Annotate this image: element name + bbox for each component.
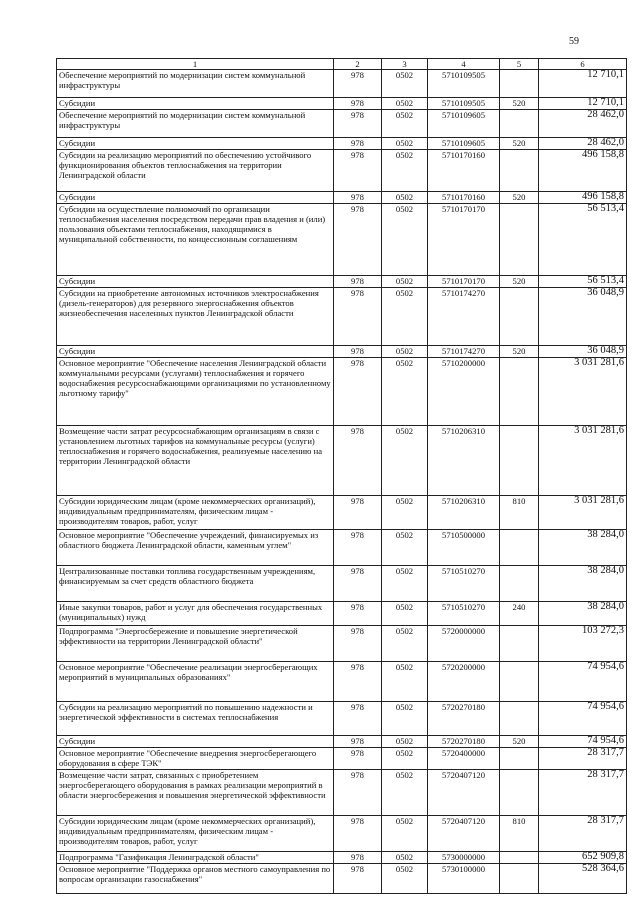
row-code-cell: 978 [334,110,382,138]
row-expense-type-cell: 240 [500,602,539,626]
row-target-article-cell: 5720200000 [428,662,500,702]
row-code-cell: 978 [334,702,382,736]
row-amount-cell: 28 317,7 [539,748,627,770]
row-expense-type-cell [500,566,539,602]
row-code-cell: 978 [334,566,382,602]
header-cell: 4 [428,59,500,70]
row-section-cell: 0502 [382,702,428,736]
row-target-article-cell: 5720270180 [428,702,500,736]
table-row [57,288,627,346]
row-name-cell: Субсидии [57,98,334,110]
row-target-article-cell: 5710170170 [428,204,500,276]
row-target-article-cell: 5720400000 [428,748,500,770]
row-amount-cell: 38 284,0 [539,602,627,626]
row-expense-type-cell [500,662,539,702]
table-row [57,110,627,138]
row-section-cell: 0502 [382,566,428,602]
row-section-cell: 0502 [382,150,428,192]
row-target-article-cell: 5710109505 [428,98,500,110]
row-section-cell: 0502 [382,358,428,426]
row-name-cell: Субсидии [57,192,334,204]
row-target-article-cell: 5710206310 [428,496,500,530]
row-section-cell: 0502 [382,530,428,566]
header-cell: 2 [334,59,382,70]
row-section-cell: 0502 [382,138,428,150]
row-name-cell: Возмещение части затрат ресурсоснабжающим организациям в связи с установлением льготных тарифов на коммунальные ресурсы (услуги) теплоснабжения и горячего водоснабжения, реализуемые населению на территории Ленинградской области [57,426,334,496]
row-code-cell: 978 [334,192,382,204]
row-expense-type-cell [500,702,539,736]
row-target-article-cell: 5710170160 [428,192,500,204]
row-expense-type-cell: 520 [500,98,539,110]
row-section-cell: 0502 [382,864,428,894]
row-amount-cell: 74 954,6 [539,702,627,736]
row-code-cell: 978 [334,276,382,288]
table-row [57,530,627,566]
header-cell: 6 [539,59,627,70]
row-name-cell: Централизованные поставки топлива государственным учреждениям, финансируемым за счет средств областного бюджета [57,566,334,602]
row-section-cell: 0502 [382,98,428,110]
row-expense-type-cell [500,530,539,566]
row-code-cell: 978 [334,770,382,816]
row-code-cell: 978 [334,662,382,702]
row-expense-type-cell [500,358,539,426]
row-section-cell: 0502 [382,736,428,748]
row-code-cell: 978 [334,816,382,852]
row-code-cell: 978 [334,346,382,358]
row-name-cell: Субсидии [57,736,334,748]
table-row [57,736,627,748]
row-amount-cell: 652 909,8 [539,852,627,864]
row-code-cell: 978 [334,204,382,276]
row-expense-type-cell: 520 [500,276,539,288]
row-name-cell: Субсидии на реализацию мероприятий по обеспечению устойчивого функционирования объектов теплоснабжения на территории Ленинградской области [57,150,334,192]
row-name-cell: Обеспечение мероприятий по модернизации систем коммунальной инфраструктуры [57,110,334,138]
row-section-cell: 0502 [382,662,428,702]
row-amount-cell: 28 462,0 [539,138,627,150]
table-row [57,748,627,770]
row-amount-cell: 74 954,6 [539,662,627,702]
row-section-cell: 0502 [382,204,428,276]
row-code-cell: 978 [334,288,382,346]
row-amount-cell: 38 284,0 [539,530,627,566]
row-name-cell: Субсидии [57,138,334,150]
row-expense-type-cell: 520 [500,138,539,150]
row-expense-type-cell [500,426,539,496]
row-name-cell: Подпрограмма "Энергосбережение и повышение энергетической эффективности на территории Ленинградской области" [57,626,334,662]
row-code-cell: 978 [334,626,382,662]
row-expense-type-cell [500,864,539,894]
header-cell: 3 [382,59,428,70]
table-body [57,70,627,894]
header-row [57,59,627,70]
row-expense-type-cell [500,852,539,864]
row-target-article-cell: 5720270180 [428,736,500,748]
row-expense-type-cell [500,288,539,346]
row-name-cell: Субсидии юридическим лицам (кроме некоммерческих организаций), индивидуальным предпринимателям, физическим лицам - производителям товаров, работ, услуг [57,496,334,530]
row-code-cell: 978 [334,496,382,530]
row-target-article-cell: 5730100000 [428,864,500,894]
row-amount-cell: 103 272,3 [539,626,627,662]
row-name-cell: Субсидии [57,276,334,288]
row-section-cell: 0502 [382,852,428,864]
row-amount-cell: 36 048,9 [539,346,627,358]
row-amount-cell: 12 710,1 [539,98,627,110]
row-code-cell: 978 [334,150,382,192]
row-name-cell: Основное мероприятие "Поддержка органов местного самоуправления по вопросам организации газоснабжения" [57,864,334,894]
row-amount-cell: 74 954,6 [539,736,627,748]
table-row [57,192,627,204]
table-row [57,702,627,736]
row-amount-cell: 528 364,6 [539,864,627,894]
row-target-article-cell: 5710510270 [428,602,500,626]
row-target-article-cell: 5710500000 [428,530,500,566]
row-expense-type-cell [500,204,539,276]
row-name-cell: Субсидии [57,346,334,358]
row-code-cell: 978 [334,358,382,426]
row-amount-cell: 3 031 281,6 [539,358,627,426]
row-amount-cell: 56 513,4 [539,276,627,288]
table-row [57,496,627,530]
row-code-cell: 978 [334,748,382,770]
row-expense-type-cell [500,70,539,98]
row-amount-cell: 28 317,7 [539,770,627,816]
table-row [57,816,627,852]
row-amount-cell: 36 048,9 [539,288,627,346]
table-row [57,770,627,816]
row-section-cell: 0502 [382,70,428,98]
row-name-cell: Основное мероприятие "Обеспечение внедрения энергосберегающего оборудования в сфере ТЭК" [57,748,334,770]
table-row [57,566,627,602]
row-code-cell: 978 [334,426,382,496]
row-section-cell: 0502 [382,110,428,138]
row-target-article-cell: 5710174270 [428,288,500,346]
row-amount-cell: 38 284,0 [539,566,627,602]
row-name-cell: Подпрограмма "Газификация Ленинградской области" [57,852,334,864]
table-row [57,276,627,288]
table-row [57,626,627,662]
row-code-cell: 978 [334,864,382,894]
row-code-cell: 978 [334,852,382,864]
table-row [57,138,627,150]
row-section-cell: 0502 [382,496,428,530]
row-expense-type-cell: 520 [500,346,539,358]
row-expense-type-cell: 520 [500,192,539,204]
row-amount-cell: 496 158,8 [539,150,627,192]
row-target-article-cell: 5720000000 [428,626,500,662]
row-expense-type-cell [500,770,539,816]
row-target-article-cell: 5710109605 [428,110,500,138]
row-name-cell: Основное мероприятие "Обеспечение реализации энергосберегающих мероприятий в муниципальных образованиях" [57,662,334,702]
row-section-cell: 0502 [382,770,428,816]
row-target-article-cell: 5720407120 [428,770,500,816]
row-name-cell: Субсидии на приобретение автономных источников электроснабжения (дизель-генераторов) для резервного энергоснабжения объектов жизнеобеспечения населенных пунктов Ленинградской области [57,288,334,346]
row-code-cell: 978 [334,70,382,98]
row-target-article-cell: 5710170170 [428,276,500,288]
row-target-article-cell: 5730000000 [428,852,500,864]
row-amount-cell: 28 462,0 [539,110,627,138]
row-code-cell: 978 [334,736,382,748]
row-amount-cell: 496 158,8 [539,192,627,204]
row-target-article-cell: 5710200000 [428,358,500,426]
row-name-cell: Обеспечение мероприятий по модернизации систем коммунальной инфраструктуры [57,70,334,98]
table-row [57,346,627,358]
table-row [57,98,627,110]
table-row [57,602,627,626]
row-name-cell: Основное мероприятие "Обеспечение учреждений, финансируемых из областного бюджета Ленинградской области, каменным углем" [57,530,334,566]
row-expense-type-cell: 810 [500,816,539,852]
row-expense-type-cell [500,110,539,138]
row-amount-cell: 28 317,7 [539,816,627,852]
row-target-article-cell: 5720407120 [428,816,500,852]
table-row [57,204,627,276]
row-name-cell: Субсидии на осуществление полномочий по организации теплоснабжения населения посредством передачи прав владения и (или) пользования объектами теплоснабжения, находящимися в муниципальной собственности, по концессионным соглашениям [57,204,334,276]
row-target-article-cell: 5710170160 [428,150,500,192]
row-amount-cell: 56 513,4 [539,204,627,276]
table-row [57,852,627,864]
row-section-cell: 0502 [382,816,428,852]
row-section-cell: 0502 [382,276,428,288]
table-row [57,70,627,98]
row-code-cell: 978 [334,138,382,150]
row-section-cell: 0502 [382,626,428,662]
row-section-cell: 0502 [382,346,428,358]
table-row [57,150,627,192]
table-row [57,358,627,426]
row-expense-type-cell [500,150,539,192]
row-target-article-cell: 5710109605 [428,138,500,150]
budget-table [56,58,627,894]
table-row [57,426,627,496]
row-amount-cell: 3 031 281,6 [539,496,627,530]
row-code-cell: 978 [334,602,382,626]
row-amount-cell: 12 710,1 [539,70,627,98]
page-number: 59 [569,36,579,47]
row-name-cell: Основное мероприятие "Обеспечение населения Ленинградской области коммунальными ресурсами (услугами) теплоснабжения и горячего водоснабжения ресурсоснабжающими организациями по установленному льготному тарифу" [57,358,334,426]
row-section-cell: 0502 [382,748,428,770]
header-cell: 1 [57,59,334,70]
table-row [57,864,627,894]
row-code-cell: 978 [334,530,382,566]
row-section-cell: 0502 [382,288,428,346]
row-amount-cell: 3 031 281,6 [539,426,627,496]
row-code-cell: 978 [334,98,382,110]
row-expense-type-cell: 520 [500,736,539,748]
row-expense-type-cell [500,748,539,770]
row-name-cell: Возмещение части затрат, связанных с приобретением энергосберегающего оборудования в рамках реализации мероприятий в области энергосбережения и повышения энергетической эффективности [57,770,334,816]
row-section-cell: 0502 [382,426,428,496]
row-name-cell: Субсидии юридическим лицам (кроме некоммерческих организаций), индивидуальным предпринимателям, физическим лицам - производителям товаров, работ, услуг [57,816,334,852]
row-target-article-cell: 5710206310 [428,426,500,496]
table-row [57,662,627,702]
row-target-article-cell: 5710109505 [428,70,500,98]
row-name-cell: Субсидии на реализацию мероприятий по повышению надежности и энергетической эффективности в системах теплоснабжения [57,702,334,736]
row-section-cell: 0502 [382,192,428,204]
header-cell: 5 [500,59,539,70]
row-expense-type-cell: 810 [500,496,539,530]
row-target-article-cell: 5710174270 [428,346,500,358]
row-target-article-cell: 5710510270 [428,566,500,602]
row-section-cell: 0502 [382,602,428,626]
row-name-cell: Иные закупки товаров, работ и услуг для обеспечения государственных (муниципальных) нужд [57,602,334,626]
row-expense-type-cell [500,626,539,662]
